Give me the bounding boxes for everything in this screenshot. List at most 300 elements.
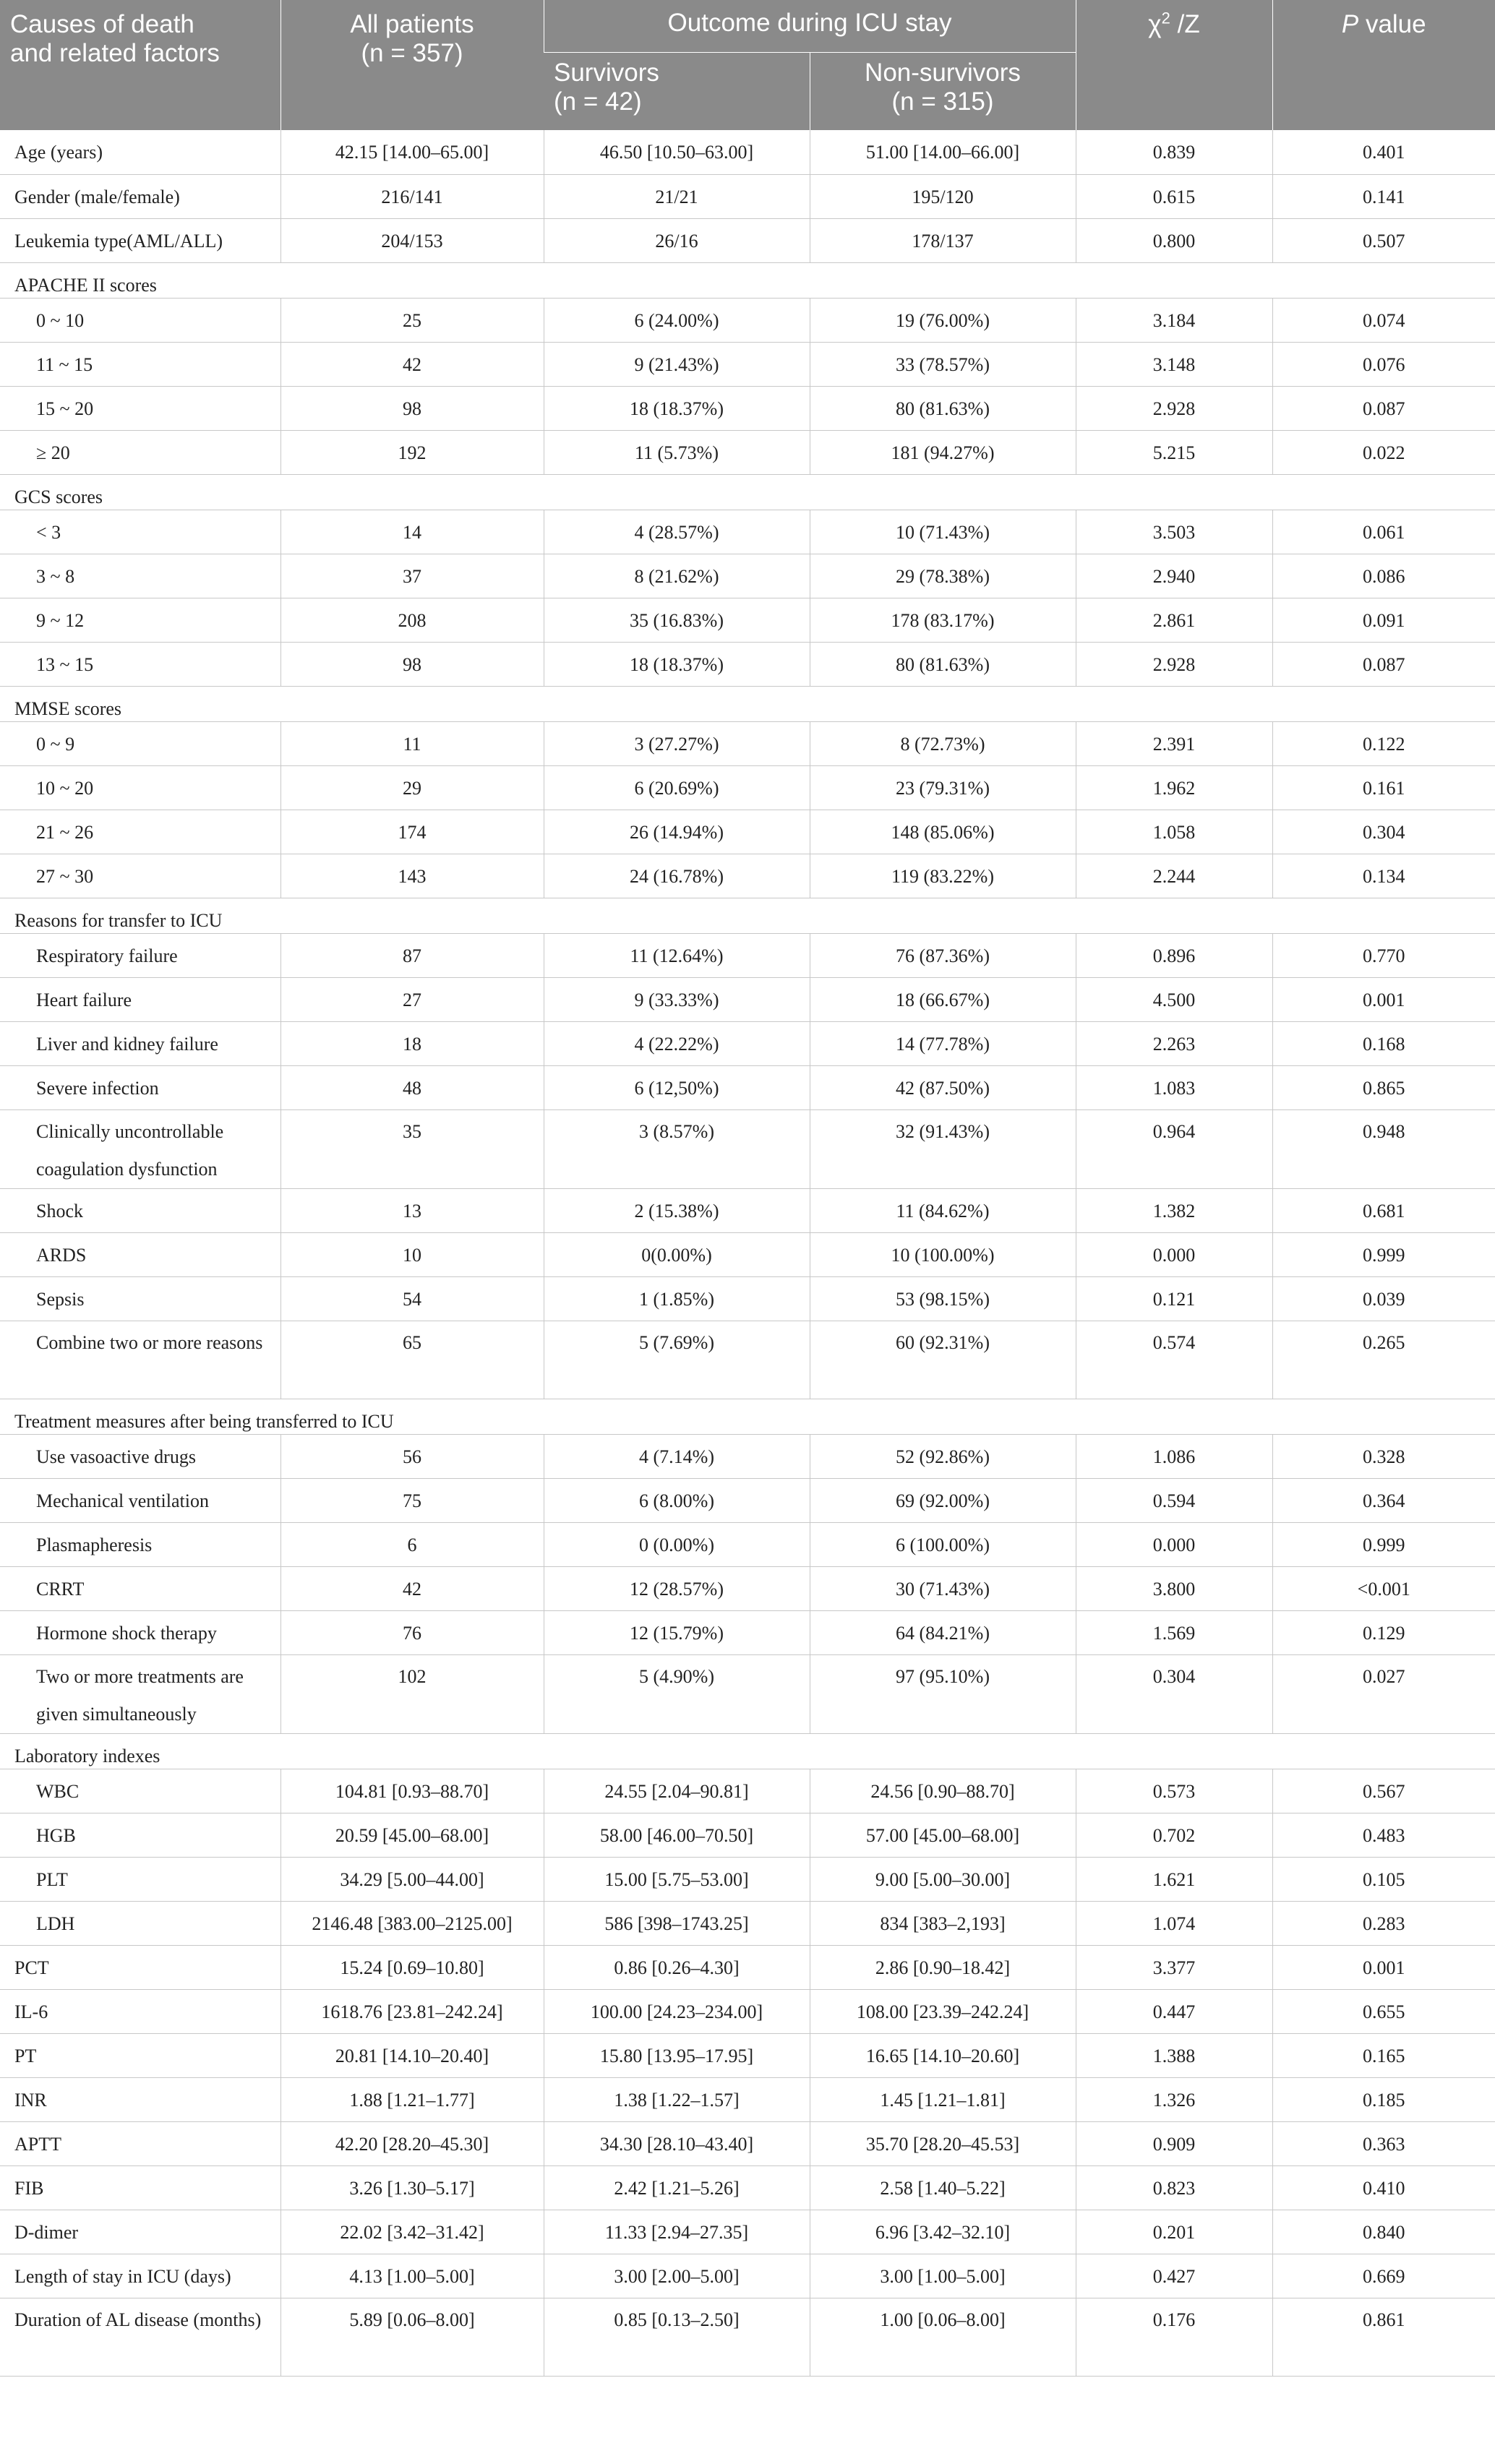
nonsurvivors-cell: 29 (78.38%) <box>810 554 1076 598</box>
chi-z-cell: 1.058 <box>1076 810 1272 854</box>
chi-z-cell: 1.621 <box>1076 1857 1272 1901</box>
p-value-cell: 0.165 <box>1272 2033 1495 2077</box>
nonsurvivors-cell: 178/137 <box>810 218 1076 262</box>
all-patients-cell: 98 <box>280 386 544 430</box>
survivors-cell: 5 (7.69%) <box>544 1321 810 1399</box>
row-label: PLT <box>0 1857 280 1901</box>
chi-z-cell: 3.184 <box>1076 298 1272 342</box>
table-row <box>0 1232 1495 1276</box>
chi-z-cell: 2.940 <box>1076 554 1272 598</box>
all-patients-cell: 14 <box>280 510 544 554</box>
chi-z-cell: 0.427 <box>1076 2254 1272 2298</box>
table-row <box>0 765 1495 810</box>
table-row <box>0 1769 1495 1813</box>
header-nonsurvivors-n: (n = 315) <box>891 87 994 116</box>
all-patients-cell: 13 <box>280 1188 544 1232</box>
nonsurvivors-cell: 148 (85.06%) <box>810 810 1076 854</box>
row-label: Use vasoactive drugs <box>0 1434 280 1478</box>
all-patients-cell: 42 <box>280 342 544 386</box>
table-row <box>0 554 1495 598</box>
all-patients-cell: 6 <box>280 1522 544 1566</box>
nonsurvivors-cell: 108.00 [23.39–242.24] <box>810 1989 1076 2033</box>
nonsurvivors-cell: 24.56 [0.90–88.70] <box>810 1769 1076 1813</box>
chi-z-cell: 0.839 <box>1076 130 1272 174</box>
header-chi-z <box>1076 0 1272 130</box>
all-patients-cell: 15.24 [0.69–10.80] <box>280 1945 544 1989</box>
survivors-cell: 12 (15.79%) <box>544 1610 810 1654</box>
all-patients-cell: 20.81 [14.10–20.40] <box>280 2033 544 2077</box>
p-value-cell: 0.483 <box>1272 1813 1495 1857</box>
table-row <box>0 1065 1495 1109</box>
chi-z-cell: 1.083 <box>1076 1065 1272 1109</box>
nonsurvivors-cell: 60 (92.31%) <box>810 1321 1076 1399</box>
p-value-cell: 0.304 <box>1272 810 1495 854</box>
chi-z-cell: 3.503 <box>1076 510 1272 554</box>
p-value-cell: 0.507 <box>1272 218 1495 262</box>
table-row <box>0 1321 1495 1399</box>
all-patients-cell: 98 <box>280 642 544 686</box>
all-patients-cell: 76 <box>280 1610 544 1654</box>
table-row <box>0 218 1495 262</box>
nonsurvivors-cell: 16.65 [14.10–20.60] <box>810 2033 1076 2077</box>
nonsurvivors-cell: 2.58 [1.40–5.22] <box>810 2165 1076 2210</box>
all-patients-cell: 174 <box>280 810 544 854</box>
table-row <box>0 2210 1495 2254</box>
table-row <box>0 174 1495 218</box>
nonsurvivors-cell: 33 (78.57%) <box>810 342 1076 386</box>
nonsurvivors-cell: 9.00 [5.00–30.00] <box>810 1857 1076 1901</box>
table-row <box>0 1610 1495 1654</box>
all-patients-cell: 10 <box>280 1232 544 1276</box>
header-p-value <box>1272 0 1495 130</box>
header-p-italic: P <box>1341 10 1359 38</box>
chi-z-cell: 0.574 <box>1076 1321 1272 1399</box>
all-patients-cell: 4.13 [1.00–5.00] <box>280 2254 544 2298</box>
p-value-cell: 0.283 <box>1272 1901 1495 1945</box>
table-row <box>0 721 1495 765</box>
section-label: Reasons for transfer to ICU <box>0 898 1495 933</box>
section-label: GCS scores <box>0 474 1495 510</box>
table-row <box>0 1276 1495 1321</box>
chi-z-cell: 0.573 <box>1076 1769 1272 1813</box>
all-patients-cell: 42.15 [14.00–65.00] <box>280 130 544 174</box>
chi-z-cell: 0.823 <box>1076 2165 1272 2210</box>
all-patients-cell: 75 <box>280 1478 544 1522</box>
section-row <box>0 898 1495 933</box>
table-row <box>0 386 1495 430</box>
survivors-cell: 11 (12.64%) <box>544 933 810 977</box>
chi-z-cell: 0.909 <box>1076 2121 1272 2165</box>
p-value-cell: 0.948 <box>1272 1109 1495 1188</box>
row-label: ≥ 20 <box>0 430 280 474</box>
chi-z-cell: 1.388 <box>1076 2033 1272 2077</box>
nonsurvivors-cell: 30 (71.43%) <box>810 1566 1076 1610</box>
chi-z-cell: 3.377 <box>1076 1945 1272 1989</box>
p-value-cell: 0.061 <box>1272 510 1495 554</box>
row-label: Length of stay in ICU (days) <box>0 2254 280 2298</box>
table-row <box>0 854 1495 898</box>
table-row <box>0 1901 1495 1945</box>
survivors-cell: 6 (20.69%) <box>544 765 810 810</box>
all-patients-cell: 2146.48 [383.00–2125.00] <box>280 1901 544 1945</box>
nonsurvivors-cell: 3.00 [1.00–5.00] <box>810 2254 1076 2298</box>
chi-z-cell: 0.121 <box>1076 1276 1272 1321</box>
p-value-cell: 0.681 <box>1272 1188 1495 1232</box>
survivors-cell: 5 (4.90%) <box>544 1654 810 1733</box>
row-label: CRRT <box>0 1566 280 1610</box>
p-value-cell: 0.999 <box>1272 1232 1495 1276</box>
p-value-cell: 0.770 <box>1272 933 1495 977</box>
row-label: Gender (male/female) <box>0 174 280 218</box>
survivors-cell: 9 (33.33%) <box>544 977 810 1021</box>
table-row <box>0 2254 1495 2298</box>
header-causes-line2: and related factors <box>10 39 220 67</box>
row-label: 15 ~ 20 <box>0 386 280 430</box>
table-row <box>0 933 1495 977</box>
chi-z-cell: 2.928 <box>1076 386 1272 430</box>
survivors-cell: 6 (8.00%) <box>544 1478 810 1522</box>
nonsurvivors-cell: 69 (92.00%) <box>810 1478 1076 1522</box>
all-patients-cell: 5.89 [0.06–8.00] <box>280 2298 544 2376</box>
table-row <box>0 510 1495 554</box>
p-value-cell: 0.141 <box>1272 174 1495 218</box>
header-outcome-label: Outcome during ICU stay <box>667 9 952 37</box>
p-value-cell: 0.076 <box>1272 342 1495 386</box>
p-value-cell: 0.999 <box>1272 1522 1495 1566</box>
row-label: Clinically uncontrollable coagulation dysfunction <box>0 1109 280 1188</box>
chi-z-cell: 1.074 <box>1076 1901 1272 1945</box>
p-value-cell: 0.168 <box>1272 1021 1495 1065</box>
p-value-cell: 0.363 <box>1272 2121 1495 2165</box>
p-value-cell: 0.122 <box>1272 721 1495 765</box>
p-value-cell: 0.001 <box>1272 1945 1495 1989</box>
nonsurvivors-cell: 80 (81.63%) <box>810 642 1076 686</box>
row-label: Severe infection <box>0 1065 280 1109</box>
nonsurvivors-cell: 32 (91.43%) <box>810 1109 1076 1188</box>
survivors-cell: 1 (1.85%) <box>544 1276 810 1321</box>
table-row <box>0 2121 1495 2165</box>
chi-z-cell: 0.201 <box>1076 2210 1272 2254</box>
nonsurvivors-cell: 42 (87.50%) <box>810 1065 1076 1109</box>
table-row <box>0 2033 1495 2077</box>
table-row <box>0 430 1495 474</box>
header-causes <box>0 0 280 130</box>
row-label: Hormone shock therapy <box>0 1610 280 1654</box>
all-patients-cell: 216/141 <box>280 174 544 218</box>
nonsurvivors-cell: 8 (72.73%) <box>810 721 1076 765</box>
row-label: Mechanical ventilation <box>0 1478 280 1522</box>
row-label: APTT <box>0 2121 280 2165</box>
row-label: WBC <box>0 1769 280 1813</box>
all-patients-cell: 11 <box>280 721 544 765</box>
nonsurvivors-cell: 35.70 [28.20–45.53] <box>810 2121 1076 2165</box>
chi-z-cell: 2.244 <box>1076 854 1272 898</box>
nonsurvivors-cell: 76 (87.36%) <box>810 933 1076 977</box>
nonsurvivors-cell: 10 (100.00%) <box>810 1232 1076 1276</box>
p-value-cell: 0.865 <box>1272 1065 1495 1109</box>
all-patients-cell: 102 <box>280 1654 544 1733</box>
nonsurvivors-cell: 834 [383–2,193] <box>810 1901 1076 1945</box>
p-value-cell: 0.022 <box>1272 430 1495 474</box>
survivors-cell: 21/21 <box>544 174 810 218</box>
survivors-cell: 24.55 [2.04–90.81] <box>544 1769 810 1813</box>
p-value-cell: 0.087 <box>1272 386 1495 430</box>
p-value-cell: 0.086 <box>1272 554 1495 598</box>
section-row <box>0 1399 1495 1434</box>
table-row <box>0 130 1495 174</box>
row-label: PCT <box>0 1945 280 1989</box>
row-label: INR <box>0 2077 280 2121</box>
p-value-cell: <0.001 <box>1272 1566 1495 1610</box>
nonsurvivors-cell: 57.00 [45.00–68.00] <box>810 1813 1076 1857</box>
table-row <box>0 1188 1495 1232</box>
all-patients-cell: 56 <box>280 1434 544 1478</box>
table-row <box>0 2165 1495 2210</box>
all-patients-cell: 3.26 [1.30–5.17] <box>280 2165 544 2210</box>
survivors-cell: 100.00 [24.23–234.00] <box>544 1989 810 2033</box>
p-value-cell: 0.364 <box>1272 1478 1495 1522</box>
row-label: Heart failure <box>0 977 280 1021</box>
nonsurvivors-cell: 1.00 [0.06–8.00] <box>810 2298 1076 2376</box>
p-value-cell: 0.027 <box>1272 1654 1495 1733</box>
section-row <box>0 686 1495 721</box>
nonsurvivors-cell: 18 (66.67%) <box>810 977 1076 1021</box>
survivors-cell: 4 (7.14%) <box>544 1434 810 1478</box>
row-label: FIB <box>0 2165 280 2210</box>
all-patients-cell: 143 <box>280 854 544 898</box>
survivors-cell: 26/16 <box>544 218 810 262</box>
nonsurvivors-cell: 11 (84.62%) <box>810 1188 1076 1232</box>
survivors-cell: 58.00 [46.00–70.50] <box>544 1813 810 1857</box>
chi-z-cell: 1.962 <box>1076 765 1272 810</box>
survivors-cell: 12 (28.57%) <box>544 1566 810 1610</box>
survivors-cell: 4 (22.22%) <box>544 1021 810 1065</box>
survivors-cell: 18 (18.37%) <box>544 642 810 686</box>
survivors-cell: 0.86 [0.26–4.30] <box>544 1945 810 1989</box>
header-chi-rest: /Z <box>1170 10 1200 38</box>
survivors-cell: 0.85 [0.13–2.50] <box>544 2298 810 2376</box>
survivors-cell: 0(0.00%) <box>544 1232 810 1276</box>
table-body <box>0 130 1495 2376</box>
all-patients-cell: 37 <box>280 554 544 598</box>
p-value-cell: 0.001 <box>1272 977 1495 1021</box>
p-value-cell: 0.161 <box>1272 765 1495 810</box>
p-value-cell: 0.039 <box>1272 1276 1495 1321</box>
table-row <box>0 1566 1495 1610</box>
p-value-cell: 0.840 <box>1272 2210 1495 2254</box>
chi-z-cell: 4.500 <box>1076 977 1272 1021</box>
chi-z-cell: 0.615 <box>1076 174 1272 218</box>
p-value-cell: 0.265 <box>1272 1321 1495 1399</box>
header-causes-line1: Causes of death <box>10 10 194 38</box>
table-row <box>0 2077 1495 2121</box>
survivors-cell: 4 (28.57%) <box>544 510 810 554</box>
all-patients-cell: 1618.76 [23.81–242.24] <box>280 1989 544 2033</box>
chi-z-cell: 2.391 <box>1076 721 1272 765</box>
chi-z-cell: 0.964 <box>1076 1109 1272 1188</box>
nonsurvivors-cell: 6.96 [3.42–32.10] <box>810 2210 1076 2254</box>
nonsurvivors-cell: 97 (95.10%) <box>810 1654 1076 1733</box>
table-row <box>0 1813 1495 1857</box>
survivors-cell: 6 (24.00%) <box>544 298 810 342</box>
nonsurvivors-cell: 181 (94.27%) <box>810 430 1076 474</box>
header-p-rest: value <box>1358 10 1426 38</box>
table-row <box>0 1109 1495 1188</box>
all-patients-cell: 29 <box>280 765 544 810</box>
table-row <box>0 1654 1495 1733</box>
row-label: Two or more treatments are given simultaneously <box>0 1654 280 1733</box>
all-patients-cell: 65 <box>280 1321 544 1399</box>
survivors-cell: 18 (18.37%) <box>544 386 810 430</box>
chi-z-cell: 5.215 <box>1076 430 1272 474</box>
p-value-cell: 0.567 <box>1272 1769 1495 1813</box>
section-label: Treatment measures after being transferred to ICU <box>0 1399 1495 1434</box>
chi-z-cell: 2.928 <box>1076 642 1272 686</box>
all-patients-cell: 48 <box>280 1065 544 1109</box>
p-value-cell: 0.134 <box>1272 854 1495 898</box>
row-label: Age (years) <box>0 130 280 174</box>
row-label: 21 ~ 26 <box>0 810 280 854</box>
p-value-cell: 0.105 <box>1272 1857 1495 1901</box>
chi-z-cell: 0.702 <box>1076 1813 1272 1857</box>
nonsurvivors-cell: 80 (81.63%) <box>810 386 1076 430</box>
row-label: 11 ~ 15 <box>0 342 280 386</box>
all-patients-cell: 87 <box>280 933 544 977</box>
nonsurvivors-cell: 195/120 <box>810 174 1076 218</box>
row-label: Liver and kidney failure <box>0 1021 280 1065</box>
survivors-cell: 586 [398–1743.25] <box>544 1901 810 1945</box>
p-value-cell: 0.129 <box>1272 1610 1495 1654</box>
table-row <box>0 977 1495 1021</box>
nonsurvivors-cell: 51.00 [14.00–66.00] <box>810 130 1076 174</box>
table-row <box>0 2298 1495 2376</box>
table-row <box>0 598 1495 642</box>
section-row <box>0 474 1495 510</box>
survivors-cell: 26 (14.94%) <box>544 810 810 854</box>
row-label: Shock <box>0 1188 280 1232</box>
table-row <box>0 810 1495 854</box>
chi-z-cell: 0.447 <box>1076 1989 1272 2033</box>
all-patients-cell: 1.88 [1.21–1.77] <box>280 2077 544 2121</box>
table-row <box>0 642 1495 686</box>
survivors-cell: 0 (0.00%) <box>544 1522 810 1566</box>
row-label: < 3 <box>0 510 280 554</box>
nonsurvivors-cell: 1.45 [1.21–1.81] <box>810 2077 1076 2121</box>
header-nonsurvivors <box>810 52 1076 130</box>
all-patients-cell: 27 <box>280 977 544 1021</box>
all-patients-cell: 25 <box>280 298 544 342</box>
all-patients-cell: 104.81 [0.93–88.70] <box>280 1769 544 1813</box>
survivors-cell: 6 (12,50%) <box>544 1065 810 1109</box>
nonsurvivors-cell: 52 (92.86%) <box>810 1434 1076 1478</box>
chi-z-cell: 1.569 <box>1076 1610 1272 1654</box>
section-label: MMSE scores <box>0 686 1495 721</box>
p-value-cell: 0.655 <box>1272 1989 1495 2033</box>
header-all-label: All patients <box>350 10 474 38</box>
row-label: 0 ~ 9 <box>0 721 280 765</box>
row-label: 13 ~ 15 <box>0 642 280 686</box>
survivors-cell: 15.00 [5.75–53.00] <box>544 1857 810 1901</box>
nonsurvivors-cell: 6 (100.00%) <box>810 1522 1076 1566</box>
all-patients-cell: 208 <box>280 598 544 642</box>
chi-z-cell: 0.176 <box>1076 2298 1272 2376</box>
p-value-cell: 0.328 <box>1272 1434 1495 1478</box>
survivors-cell: 3 (8.57%) <box>544 1109 810 1188</box>
all-patients-cell: 34.29 [5.00–44.00] <box>280 1857 544 1901</box>
survivors-cell: 2.42 [1.21–5.26] <box>544 2165 810 2210</box>
header-survivors-n: (n = 42) <box>554 87 642 116</box>
survivors-cell: 1.38 [1.22–1.57] <box>544 2077 810 2121</box>
table-row <box>0 342 1495 386</box>
all-patients-cell: 204/153 <box>280 218 544 262</box>
row-label: 10 ~ 20 <box>0 765 280 810</box>
row-label: Combine two or more reasons <box>0 1321 280 1399</box>
header-all-n: (n = 357) <box>361 39 463 67</box>
header-outcome-group <box>544 0 1076 52</box>
row-label: D-dimer <box>0 2210 280 2254</box>
survivors-cell: 46.50 [10.50–63.00] <box>544 130 810 174</box>
all-patients-cell: 18 <box>280 1021 544 1065</box>
header-survivors-label: Survivors <box>554 58 659 87</box>
header-chi-symbol: χ <box>1148 10 1162 38</box>
all-patients-cell: 42.20 [28.20–45.30] <box>280 2121 544 2165</box>
row-label: 9 ~ 12 <box>0 598 280 642</box>
header-nonsurvivors-label: Non-survivors <box>865 58 1021 87</box>
table-row <box>0 298 1495 342</box>
table-row <box>0 1945 1495 1989</box>
all-patients-cell: 42 <box>280 1566 544 1610</box>
row-label: LDH <box>0 1901 280 1945</box>
p-value-cell: 0.410 <box>1272 2165 1495 2210</box>
chi-z-cell: 0.304 <box>1076 1654 1272 1733</box>
survivors-cell: 9 (21.43%) <box>544 342 810 386</box>
p-value-cell: 0.074 <box>1272 298 1495 342</box>
row-label: Leukemia type(AML/ALL) <box>0 218 280 262</box>
chi-z-cell: 2.861 <box>1076 598 1272 642</box>
row-label: HGB <box>0 1813 280 1857</box>
row-label: IL-6 <box>0 1989 280 2033</box>
section-row <box>0 1733 1495 1769</box>
row-label: 3 ~ 8 <box>0 554 280 598</box>
nonsurvivors-cell: 119 (83.22%) <box>810 854 1076 898</box>
nonsurvivors-cell: 64 (84.21%) <box>810 1610 1076 1654</box>
nonsurvivors-cell: 14 (77.78%) <box>810 1021 1076 1065</box>
row-label: ARDS <box>0 1232 280 1276</box>
chi-z-cell: 0.000 <box>1076 1522 1272 1566</box>
chi-z-cell: 1.086 <box>1076 1434 1272 1478</box>
p-value-cell: 0.091 <box>1272 598 1495 642</box>
p-value-cell: 0.669 <box>1272 2254 1495 2298</box>
all-patients-cell: 22.02 [3.42–31.42] <box>280 2210 544 2254</box>
survivors-cell: 35 (16.83%) <box>544 598 810 642</box>
row-label: Plasmapheresis <box>0 1522 280 1566</box>
chi-z-cell: 3.148 <box>1076 342 1272 386</box>
table-row <box>0 1434 1495 1478</box>
survivors-cell: 15.80 [13.95–17.95] <box>544 2033 810 2077</box>
survivors-cell: 2 (15.38%) <box>544 1188 810 1232</box>
row-label: Duration of AL disease (months) <box>0 2298 280 2376</box>
nonsurvivors-cell: 178 (83.17%) <box>810 598 1076 642</box>
nonsurvivors-cell: 19 (76.00%) <box>810 298 1076 342</box>
survivors-cell: 34.30 [28.10–43.40] <box>544 2121 810 2165</box>
table-row <box>0 1989 1495 2033</box>
chi-z-cell: 0.896 <box>1076 933 1272 977</box>
table-row <box>0 1021 1495 1065</box>
all-patients-cell: 192 <box>280 430 544 474</box>
header-chi-sup: 2 <box>1161 9 1170 27</box>
chi-z-cell: 3.800 <box>1076 1566 1272 1610</box>
row-label: PT <box>0 2033 280 2077</box>
